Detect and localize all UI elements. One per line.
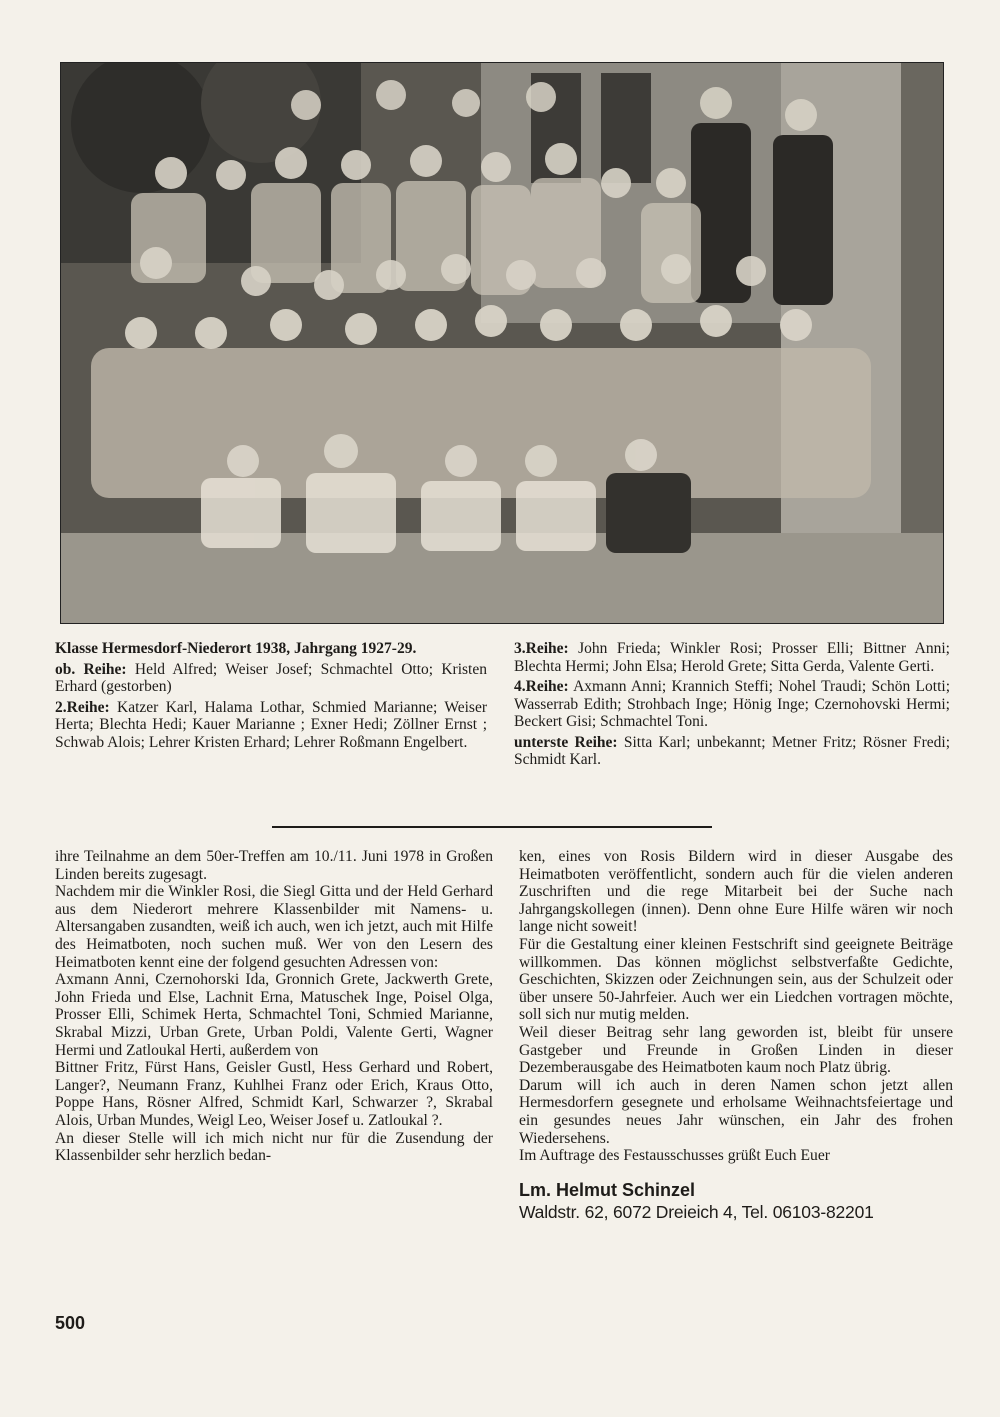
signature-name: Lm. Helmut Schinzel — [519, 1179, 696, 1200]
class-photo — [60, 62, 944, 624]
paragraph: ihre Teilnahme an dem 50er-Treffen am 10./11. Juni 1978 in Großen Linden bereits zugesagt. — [55, 848, 493, 883]
section-divider — [272, 826, 712, 828]
paragraph: Nachdem mir die Winkler Rosi, die Siegl Gitta und der Held Gerhard aus dem Niederort mehrere Klassenbilder mit Namens- u. Altersangaben zusandten, weiß ich auch, wen ich jetzt, auch mit Hilfe des Heimatboten, noch suchen muß. Wer von den Lesern des Heimatboten kennt eine der folgend gesuchten Adressen von: — [55, 883, 493, 971]
paragraph: ken, eines von Rosis Bildern wird in dieser Ausgabe des Heimatboten veröffentlicht, sondern auch für die vielen anderen Zuschriften und die rege Mitarbeit bei der Suche nach Jahrgangskollegen (innen). Denn ohne Eure Hilfe wären wir noch lange nicht soweit! — [519, 848, 953, 936]
paragraph: Darum will ich auch in deren Namen schon jetzt allen Hermesdorfern gesegnete und erholsame Weihnachtsfeiertage und ein gesundes neues Jahr wünschen, ein Jahr des frohen Wiedersehens. — [519, 1076, 953, 1147]
paragraph: Bittner Fritz, Fürst Hans, Geisler Gustl, Hess Gerhard und Robert, Langer?, Neumann Franz, Kuhlhei Franz oder Erich, Kraus Otto, Poppe Hans, Rösner Alfred, Schmidt Karl, Schwarzer ?, Skrabal Alois, Urban Mundes, Weigl Leo, Weiser Josef u. Zatloukal ?. — [55, 1059, 493, 1129]
signature-block — [519, 1179, 953, 1223]
caption-title: Klasse Hermesdorf-Niederort 1938, Jahrgang 1927-29. — [55, 640, 417, 657]
article-column-left — [55, 848, 493, 1165]
caption-row-2: 2.Reihe: Katzer Karl, Halama Lothar, Schmied Marianne; Weiser Herta; Blechta Hedi; Kauer Marianne ; Exner Hedi; Zöllner Ernst ; Schwab Alois; Lehrer Kristen Erhard; Lehrer Roßmann Engelbert. — [55, 698, 487, 751]
paragraph: Für die Gestaltung einer kleinen Festschrift sind geeignete Beiträge willkommen. Das können möglichst selbstverfaßte Gedichte, Geschichten, Skizzen oder Zeichnungen sein, aus der Schulzeit oder über unsere 50-Jahrfeier. Auch wer ein Liedchen vortragen möchte, soll sich nur mutig melden. — [519, 935, 953, 1024]
paragraph: Weil dieser Beitrag sehr lang geworden ist, bleibt für unsere Gastgeber und Freunde in Großen Linden in dieser Dezemberausgabe des Heimatboten kaum noch Platz übrig. — [519, 1023, 953, 1077]
caption-row-top: ob. Reihe: Held Alfred; Weiser Josef; Schmachtel Otto; Kristen Erhard (gestorben) — [55, 660, 487, 695]
photo-caption-right — [514, 640, 950, 772]
caption-row-bottom: unterste Reihe: Sitta Karl; unbekannt; Metner Fritz; Rösner Fredi; Schmidt Karl. — [514, 733, 951, 768]
signature-address: Waldstr. 62, 6072 Dreieich 4, Tel. 06103-82201 — [519, 1201, 874, 1222]
article-column-right — [519, 848, 953, 1223]
caption-row-3: 3.Reihe: John Frieda; Winkler Rosi; Prosser Elli; Bittner Anni; Blechta Hermi; John Elsa; Herold Grete; Sitta Gerda, Valente Gerti. — [514, 640, 950, 675]
paragraph: An dieser Stelle will ich mich nicht nur für die Zusendung der Klassenbilder sehr herzlich bedan- — [55, 1129, 493, 1165]
page-number: 500 — [55, 1313, 86, 1333]
photo-caption-left — [55, 640, 487, 754]
class-photo-drawing — [61, 63, 943, 623]
paragraph: Im Auftrage des Festausschusses grüßt Euch Euer — [519, 1147, 830, 1165]
caption-row-4: 4.Reihe: Axmann Anni; Krannich Steffi; Nohel Traudi; Schön Lotti; Wasserrab Edith; Strohbach Inge; Hönig Inge; Czernohovski Hermi; Beckert Gisi; Schmachtel Toni. — [514, 678, 950, 730]
paragraph: Axmann Anni, Czernohorski Ida, Gronnich Grete, Jackwerth Grete, John Frieda und Else, Lachnit Erna, Matuschek Inge, Poisel Olga, Prosser Elli, Schimek Herta, Schmachtel Toni, Schmied Marianne, Skrabal Mizzi, Urban Grete, Urban Poldi, Valente Gerti, Wagner Hermi und Zatloukal Herti, außerdem von — [55, 971, 493, 1059]
